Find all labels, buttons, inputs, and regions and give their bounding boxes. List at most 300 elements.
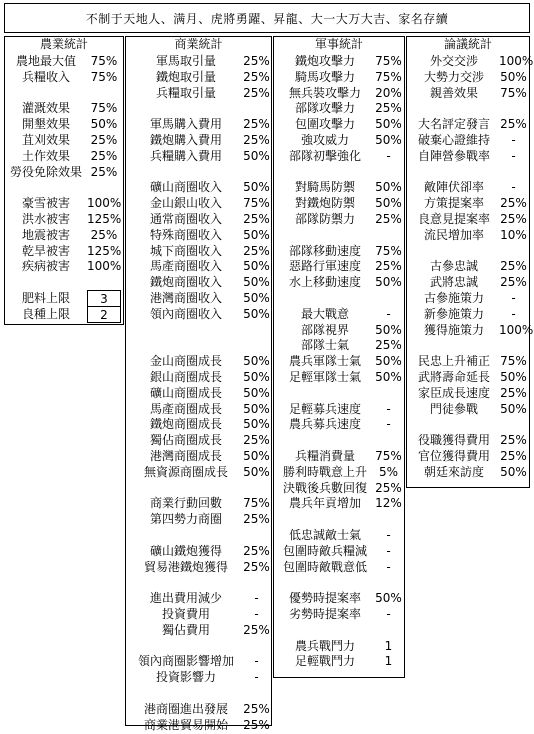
agri-stat-value xyxy=(87,85,121,102)
commerce-stat-value: 50% xyxy=(243,306,270,321)
council-stat-label: 家臣成長速度 xyxy=(417,385,490,400)
military-stat-label: 包圍時敵兵糧減 xyxy=(282,543,367,558)
commerce-stat-row xyxy=(126,85,271,102)
commerce-stat-value xyxy=(243,574,270,591)
commerce-stat-row xyxy=(126,685,271,702)
military-stat-row xyxy=(274,290,404,307)
council-stat-row xyxy=(407,290,529,307)
military-stat-row xyxy=(274,606,404,623)
commerce-stat-row xyxy=(126,559,271,576)
military-stat-label xyxy=(276,574,374,591)
council-stat-value xyxy=(499,164,528,181)
military-stat-row xyxy=(274,116,404,133)
agri-stat-label xyxy=(7,85,85,102)
commerce-stat-label: 港灣商圈成長 xyxy=(149,449,222,463)
council-stat-value: - xyxy=(511,180,516,195)
commerce-stat-row xyxy=(126,701,271,718)
military-stat-row xyxy=(274,511,404,528)
commerce-stat-label xyxy=(130,164,242,181)
commerce-stat-label: 商業行動回數 xyxy=(149,496,222,511)
commerce-stat-value: 50% xyxy=(243,354,270,369)
military-stat-row xyxy=(274,53,404,70)
military-stat-value xyxy=(374,622,403,639)
commerce-stat-label: 通常商圈收入 xyxy=(149,212,222,226)
commerce-stat-value: 25% xyxy=(243,54,270,68)
agri-stat-row xyxy=(5,211,123,228)
military-stat-value: 12% xyxy=(375,496,402,511)
agri-stat-row xyxy=(5,306,123,323)
commerce-stat-value: 25% xyxy=(243,133,270,147)
commerce-stat-row xyxy=(126,211,271,228)
commerce-stat-label: 港商圈進出發展 xyxy=(143,701,228,716)
commerce-stat-row xyxy=(126,511,271,528)
commerce-stat-row xyxy=(126,353,271,370)
council-stat-value: 25% xyxy=(500,196,527,211)
agri-stat-label: 土作效果 xyxy=(21,148,70,163)
commerce-stat-value: 25% xyxy=(243,512,270,527)
military-stat-label xyxy=(276,432,374,449)
commerce-stat-label xyxy=(130,337,242,354)
council-stat-label: 良意見提案率 xyxy=(417,212,490,226)
military-stats-header: 軍事統計 xyxy=(314,37,363,51)
military-stat-label: 部隊移動速度 xyxy=(288,243,361,258)
commerce-stat-value: - xyxy=(254,654,259,669)
military-stat-label: 部隊視界 xyxy=(300,322,349,337)
commerce-stat-value xyxy=(243,527,270,544)
military-stat-row xyxy=(274,622,404,639)
commerce-stat-value: - xyxy=(254,670,259,685)
council-stat-row xyxy=(407,337,529,354)
agri-stat-row xyxy=(5,243,123,260)
agri-stat-row xyxy=(5,290,123,307)
agri-stat-label: 疾病被害 xyxy=(21,259,70,274)
council-stat-row xyxy=(407,322,534,339)
commerce-stat-label xyxy=(130,527,242,544)
commerce-stat-label: 獨佔費用 xyxy=(161,622,210,637)
council-stat-label: 新參施策力 xyxy=(423,306,484,321)
military-stat-value: 75% xyxy=(375,243,402,258)
military-stat-row xyxy=(274,69,404,86)
military-stat-value: 50% xyxy=(375,180,402,195)
military-stat-value: 50% xyxy=(375,354,402,369)
council-stat-label xyxy=(409,243,499,260)
commerce-stat-value xyxy=(243,337,270,354)
council-stat-row xyxy=(407,464,529,481)
agri-stat-value: 100% xyxy=(87,259,122,274)
council-stat-row xyxy=(407,274,529,291)
council-stats-header: 論議統計 xyxy=(443,37,492,51)
military-stat-value xyxy=(374,290,403,307)
council-stat-value: 75% xyxy=(500,85,527,100)
military-stat-row xyxy=(274,369,404,386)
military-stat-value: 20% xyxy=(375,85,402,100)
commerce-stat-row xyxy=(126,369,271,386)
military-stat-row xyxy=(274,432,404,449)
council-stat-label: 破棄心證維持 xyxy=(417,133,490,147)
council-stat-label: 門徒參戰 xyxy=(429,401,478,416)
agri-stat-value: 75% xyxy=(90,101,118,116)
commerce-stat-label: 進出費用減少 xyxy=(149,591,222,606)
council-stat-row xyxy=(407,432,529,449)
military-stat-label: 對騎馬防禦 xyxy=(294,180,355,195)
military-stat-value: - xyxy=(386,607,391,621)
military-stat-label: 騎馬攻擊力 xyxy=(294,69,355,84)
council-stat-row xyxy=(407,385,529,402)
commerce-stat-value: 50% xyxy=(243,385,270,400)
agriculture-stats-header: 農業統計 xyxy=(39,37,88,51)
agri-stat-row xyxy=(5,148,123,165)
military-stat-label: 足輕軍隊士氣 xyxy=(288,370,361,384)
military-stat-value: 25% xyxy=(375,480,402,495)
agri-stat-label: 勞役免除效果 xyxy=(9,164,82,179)
commerce-stat-row xyxy=(126,527,271,544)
military-stat-row xyxy=(274,100,404,117)
council-stat-value: - xyxy=(511,133,516,147)
council-stat-value: - xyxy=(511,306,516,321)
commerce-stat-label: 投資影響力 xyxy=(155,670,216,685)
council-stats-panel xyxy=(406,36,534,488)
council-stat-value: 25% xyxy=(500,259,527,274)
commerce-stat-label: 貿易港鐵炮獲得 xyxy=(143,559,228,574)
commerce-stat-value xyxy=(243,638,270,655)
agri-stat-label: 洪水被害 xyxy=(21,212,70,226)
commerce-stat-label xyxy=(130,322,242,339)
military-stat-row xyxy=(274,638,404,655)
military-stat-label: 鐵炮攻擊力 xyxy=(294,54,355,68)
commerce-stat-label: 獨佔商圈成長 xyxy=(149,433,222,448)
commerce-stat-label xyxy=(130,685,242,702)
agri-stat-value xyxy=(87,274,121,291)
agri-stat-value: 125% xyxy=(87,212,122,226)
military-stat-value: - xyxy=(386,543,391,558)
military-stat-row xyxy=(274,590,404,607)
commerce-stat-value: 25% xyxy=(243,622,270,637)
agri-stat-label: 苴刈效果 xyxy=(21,133,70,147)
commerce-stat-row xyxy=(126,337,271,354)
council-stat-row xyxy=(407,243,529,260)
agri-stat-row xyxy=(5,179,123,196)
commerce-stat-row xyxy=(126,717,271,734)
agriculture-stats-panel xyxy=(4,36,124,325)
council-stat-value: 25% xyxy=(500,449,527,463)
military-stat-label xyxy=(276,511,374,528)
council-stat-row xyxy=(407,116,529,133)
commerce-stat-label: 領內商圈收入 xyxy=(149,306,222,321)
council-stat-value: 75% xyxy=(500,354,527,369)
military-stat-row xyxy=(274,164,404,181)
agri-stat-value: 25% xyxy=(90,133,118,147)
council-stat-value: 10% xyxy=(500,227,527,242)
council-stat-row xyxy=(407,306,529,323)
commerce-stat-row xyxy=(126,100,271,117)
commerce-stat-value: 50% xyxy=(243,180,270,195)
commerce-stat-value: 25% xyxy=(243,85,270,100)
military-stat-row xyxy=(274,448,404,465)
commerce-stat-value: 50% xyxy=(243,148,270,163)
military-stat-value: 5% xyxy=(378,464,399,479)
agri-stat-value: 25% xyxy=(90,148,118,163)
commerce-stat-value: 50% xyxy=(243,259,270,274)
military-stat-value: - xyxy=(386,401,391,416)
council-stat-value: 100% xyxy=(499,322,534,337)
commerce-stat-row xyxy=(126,227,271,244)
commerce-stat-label: 金山商圈成長 xyxy=(149,354,222,369)
commerce-stat-row xyxy=(126,274,271,291)
military-stats-panel xyxy=(273,36,405,678)
military-stat-value: 1 xyxy=(384,654,393,669)
council-stat-row xyxy=(407,164,529,181)
commerce-stat-value: 25% xyxy=(243,212,270,226)
military-stat-label: 兵糧消費量 xyxy=(294,449,355,463)
military-stat-row xyxy=(274,495,404,512)
military-stat-label xyxy=(276,164,374,181)
commerce-stat-label: 銀山商圈成長 xyxy=(149,370,222,384)
military-stat-value xyxy=(374,164,403,181)
council-stat-label: 武將壽命延長 xyxy=(417,370,490,384)
agri-stat-label xyxy=(7,274,85,291)
council-stat-row xyxy=(407,227,529,244)
military-stat-value: 25% xyxy=(375,338,402,353)
military-stat-label: 最大戰意 xyxy=(300,306,349,321)
military-stat-row xyxy=(274,243,404,260)
military-stat-row xyxy=(274,148,404,165)
commerce-stat-label: 無資源商圈成長 xyxy=(143,464,228,479)
military-stat-value xyxy=(374,511,403,528)
council-stat-label xyxy=(409,337,499,354)
military-stat-row xyxy=(274,211,404,228)
military-stat-label xyxy=(276,290,374,307)
council-stat-label: 方策提案率 xyxy=(423,196,484,211)
military-stat-label: 足輕募兵速度 xyxy=(288,401,361,416)
council-stat-value: 50% xyxy=(500,69,527,84)
military-stat-value xyxy=(374,574,403,591)
council-stat-row xyxy=(407,132,529,149)
council-stat-row xyxy=(407,148,529,165)
agri-stat-value: 25% xyxy=(90,164,118,179)
commerce-stat-label: 投資費用 xyxy=(161,607,210,621)
commerce-stat-label xyxy=(130,480,242,497)
military-stat-value: 50% xyxy=(375,133,402,147)
agri-stat-value: 25% xyxy=(90,227,118,242)
council-stat-row xyxy=(407,369,529,386)
commerce-stat-row xyxy=(126,322,271,339)
commerce-stat-label: 馬產商圈成長 xyxy=(149,401,222,416)
military-stat-value: 75% xyxy=(375,54,402,68)
commerce-stat-row xyxy=(126,653,271,670)
commerce-stats-header: 商業統計 xyxy=(174,37,223,51)
council-stat-label: 古參忠誠 xyxy=(429,259,478,274)
commerce-stat-row xyxy=(126,432,271,449)
agri-stat-row xyxy=(5,100,123,117)
page-title: 不制于天地人、满月、虎將勇躍、昇龍、大一大万大吉、家名存續 xyxy=(4,3,530,33)
military-stat-label: 決戰後兵數回復 xyxy=(282,480,367,495)
council-stat-label: 外交交涉 xyxy=(429,54,478,68)
military-stat-label: 劣勢時提案率 xyxy=(288,607,361,621)
military-stat-label: 足輕戰鬥力 xyxy=(294,654,355,669)
military-stat-label: 部隊防禦力 xyxy=(294,212,355,226)
agri-stat-row xyxy=(5,274,123,291)
military-stat-value: 50% xyxy=(375,117,402,132)
commerce-stat-value: 50% xyxy=(243,275,270,290)
commerce-stat-value: 25% xyxy=(243,433,270,448)
commerce-stat-value xyxy=(243,100,270,117)
commerce-stat-row xyxy=(126,638,271,655)
commerce-stat-value xyxy=(243,685,270,702)
commerce-stat-label: 特殊商圈收入 xyxy=(149,227,222,242)
commerce-stat-value: 50% xyxy=(243,417,270,432)
military-stat-value: 50% xyxy=(375,275,402,290)
council-stat-value: 25% xyxy=(500,385,527,400)
military-stat-value: 50% xyxy=(375,370,402,384)
agri-stat-row xyxy=(5,116,123,133)
council-stat-label: 官位獲得費用 xyxy=(417,449,490,463)
agri-stat-label: 良種上限 xyxy=(21,306,70,321)
commerce-stat-value: 25% xyxy=(243,243,270,258)
agri-stat-label xyxy=(7,179,85,196)
commerce-stat-value: - xyxy=(254,591,259,606)
council-stat-row xyxy=(407,401,529,418)
military-stat-value: - xyxy=(386,306,391,321)
council-stat-label xyxy=(409,100,499,117)
council-stat-label: 古參施策力 xyxy=(423,291,484,305)
agri-stat-row xyxy=(5,164,123,181)
military-stat-value xyxy=(374,227,403,244)
commerce-stat-row xyxy=(126,448,271,465)
council-stat-value xyxy=(499,337,528,354)
agri-stat-row xyxy=(5,227,123,244)
commerce-stat-row xyxy=(126,132,271,149)
military-stat-label: 農兵戰鬥力 xyxy=(294,638,355,653)
military-stat-row xyxy=(274,132,404,149)
commerce-stat-label: 軍馬購入費用 xyxy=(149,117,222,132)
military-stat-row xyxy=(274,227,404,244)
council-stat-label: 獲得施策力 xyxy=(423,322,484,337)
commerce-stat-row xyxy=(126,243,271,260)
military-stat-value: 50% xyxy=(375,322,402,337)
military-stat-row xyxy=(274,653,404,670)
council-stat-row xyxy=(407,353,529,370)
commerce-stat-row xyxy=(126,148,271,165)
military-stat-label: 部隊士氣 xyxy=(300,338,349,353)
commerce-stat-label: 礦山鐵炮獲得 xyxy=(149,543,222,558)
military-stat-label: 勝利時戰意上升 xyxy=(282,464,367,479)
military-stat-label: 水上移動速度 xyxy=(288,275,361,290)
council-stat-label xyxy=(409,164,499,181)
commerce-stat-row xyxy=(126,574,271,591)
military-stat-value: - xyxy=(386,559,391,574)
commerce-stat-row xyxy=(126,69,271,86)
military-stat-label: 農兵軍隊士氣 xyxy=(288,354,361,369)
agri-stat-label: 肥料上限 xyxy=(21,291,70,305)
military-stat-value: - xyxy=(386,148,391,163)
agri-stat-label: 灌溉效果 xyxy=(21,101,70,116)
commerce-stat-value: - xyxy=(254,607,259,621)
commerce-stat-value: 50% xyxy=(243,227,270,242)
agri-stat-label: 農地最大值 xyxy=(15,54,76,68)
military-stat-row xyxy=(274,574,404,591)
commerce-stat-label: 礦山商圈收入 xyxy=(149,180,222,195)
military-stat-value xyxy=(374,385,403,402)
commerce-stat-label: 商業港貿易開始 xyxy=(143,717,228,732)
council-stat-value: - xyxy=(511,148,516,163)
military-stat-value: 1 xyxy=(384,638,393,653)
agri-stat-value: 50% xyxy=(90,117,118,132)
military-stat-value xyxy=(374,432,403,449)
commerce-stats-panel xyxy=(125,36,272,732)
council-stat-row xyxy=(407,53,534,70)
commerce-stat-label xyxy=(130,100,242,117)
agri-stat-row xyxy=(5,132,123,149)
military-stat-row xyxy=(274,480,404,497)
council-stat-label: 朝廷來訪度 xyxy=(423,464,484,479)
military-stat-row xyxy=(274,353,404,370)
commerce-stat-label: 礦山商圈成長 xyxy=(149,385,222,400)
council-stat-row xyxy=(407,179,529,196)
council-stat-value: 25% xyxy=(500,275,527,290)
commerce-stat-label: 兵糧購入費用 xyxy=(149,148,222,163)
agri-stat-value: 75% xyxy=(90,69,118,84)
council-stat-value: 50% xyxy=(500,464,527,479)
council-stat-row xyxy=(407,416,529,433)
council-stat-value: 50% xyxy=(500,370,527,384)
agri-stat-row xyxy=(5,53,123,70)
commerce-stat-row xyxy=(126,480,271,497)
agri-stat-value: 75% xyxy=(90,54,118,68)
council-stat-row xyxy=(407,258,529,275)
council-stat-label: 流民增加率 xyxy=(423,227,484,242)
commerce-stat-row xyxy=(126,306,271,323)
military-stat-label: 無兵裝攻擊力 xyxy=(288,85,361,100)
military-stat-label xyxy=(276,227,374,244)
commerce-stat-row xyxy=(126,116,271,133)
military-stat-value: 50% xyxy=(375,591,402,606)
commerce-stat-value: 75% xyxy=(243,196,270,211)
council-stat-value xyxy=(499,243,528,260)
commerce-stat-label: 領內商圈影響增加 xyxy=(137,654,234,669)
council-stat-value xyxy=(499,416,528,433)
commerce-stat-row xyxy=(126,164,271,181)
agri-stat-label: 豪雪被害 xyxy=(21,196,70,211)
commerce-stat-label: 兵糧取引量 xyxy=(155,85,216,100)
council-stat-label: 敵陣伏卻率 xyxy=(423,180,484,195)
agri-stat-row xyxy=(5,258,123,275)
commerce-stat-row xyxy=(126,179,271,196)
commerce-stat-row xyxy=(126,464,271,481)
commerce-stat-row xyxy=(126,258,271,275)
commerce-stat-label: 金山銀山收入 xyxy=(149,196,222,211)
commerce-stat-value: 75% xyxy=(243,496,270,511)
commerce-stat-row xyxy=(126,416,271,433)
council-stat-label: 大名評定發言 xyxy=(417,117,490,132)
agri-stat-row xyxy=(5,69,123,86)
council-stat-label: 役職獲得費用 xyxy=(417,433,490,448)
council-stat-row xyxy=(407,211,529,228)
military-stat-row xyxy=(274,258,404,275)
commerce-stat-row xyxy=(126,290,271,307)
commerce-stat-label: 城下商圈收入 xyxy=(149,243,222,258)
military-stat-label xyxy=(276,622,374,639)
military-stat-label: 農兵年貢增加 xyxy=(288,496,361,511)
council-stat-row xyxy=(407,69,529,86)
agri-stat-label: 地震被害 xyxy=(21,227,70,242)
commerce-stat-value: 25% xyxy=(243,717,270,732)
council-stat-row xyxy=(407,448,529,465)
military-stat-value: - xyxy=(386,417,391,432)
council-stat-value: 25% xyxy=(500,212,527,226)
commerce-stat-row xyxy=(126,495,271,512)
military-stat-value: - xyxy=(386,528,391,542)
council-stat-value xyxy=(499,100,528,117)
